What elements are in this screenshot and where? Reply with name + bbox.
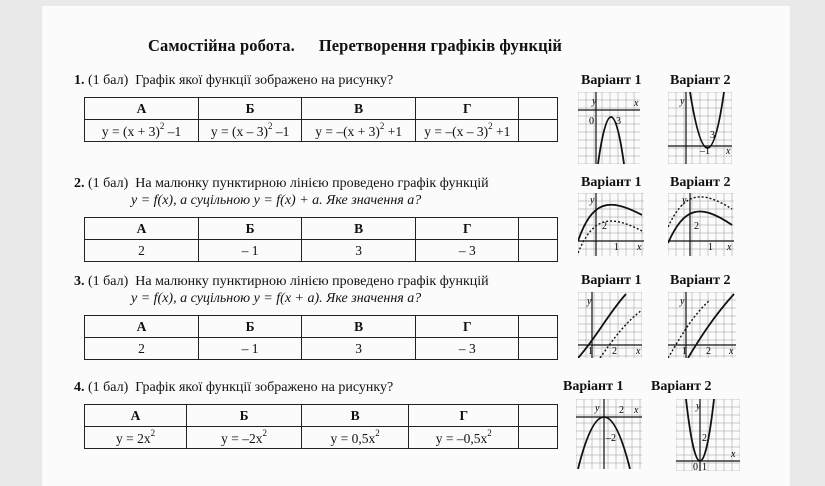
y-label: y [696,401,701,412]
x-label: x [729,346,734,357]
question-4 [74,380,393,396]
question-points: (1 бал) [88,274,129,289]
answer-cell[interactable]: $y = -0,5x^2$ [409,427,519,449]
tick-label: 2 [706,346,711,357]
tick-label: 3 [710,130,715,141]
variant-label: Варіант 2 [670,175,731,190]
variant-label: Варіант 1 [581,73,642,88]
empty-cell [519,240,558,262]
y-label: y [590,195,595,206]
empty-cell [519,98,558,120]
grid [578,92,640,164]
variant-label: Варіант 2 [651,379,712,394]
parabola-curve [690,92,724,148]
empty-cell [519,405,558,427]
origin-label: 0 [589,116,594,127]
header-cell: Г [409,405,519,427]
question-points: (1 бал) [88,176,129,191]
y-label: y [680,96,685,107]
grid [668,292,736,358]
header-cell: Б [199,316,302,338]
question-3 [74,274,489,290]
answer-cell[interactable]: 3 [302,240,416,262]
variant-label: Варіант 1 [581,273,642,288]
tick-label: 1 [708,242,713,253]
header-cell: Б [187,405,302,427]
tick-label: 2 [612,346,617,357]
x-label: x [731,449,736,460]
x-label: x [636,346,641,357]
tick-label: 1 [614,242,619,253]
dashed-curve [668,300,710,358]
question-text-line-2: y = f(x), а суцільною y = f(x + a). Яке значення a? [131,291,422,306]
x-label: x [634,405,639,416]
answer-table-3 [84,315,558,360]
question-1 [74,73,393,89]
empty-cell [519,338,558,360]
tick-label: 2 [619,405,624,416]
question-number: 1. [74,73,85,88]
header-cell: В [302,98,416,120]
graph-q4-variant-1 [576,399,642,469]
header-cell: А [85,98,199,120]
answer-cell[interactable]: 2 [85,338,199,360]
empty-cell [519,120,558,142]
header-cell: В [302,405,409,427]
answer-cell[interactable]: 2 [85,240,199,262]
question-text: Графік якої функції зображено на рисунку? [135,380,394,395]
header-cell: Г [416,218,519,240]
tick-label: 2 [702,433,707,444]
answer-cell[interactable]: $y = 0,5x^2$ [302,427,409,449]
question-number: 2. [74,176,85,191]
graph-q2-variant-2 [668,193,734,256]
solid-curve [688,294,734,358]
title-part-1: Самостійна робота. [148,36,295,55]
answer-cell[interactable]: 3 [302,338,416,360]
question-points: (1 бал) [88,73,129,88]
tick-label: 1 [702,462,707,471]
y-label: y [587,296,592,307]
question-text: Графік якої функції зображено на рисунку? [135,73,394,88]
header-cell: А [85,405,187,427]
tick-label: 2 [694,221,699,232]
variant-label: Варіант 2 [670,73,731,88]
question-text-line-1: На малюнку пунктирною лінією проведено графік функцій [135,176,489,191]
header-cell: А [85,218,199,240]
question-text-line-1: На малюнку пунктирною лінією проведено графік функцій [135,274,489,289]
empty-cell [519,218,558,240]
header-cell: А [85,316,199,338]
graph-q2-variant-1 [578,193,644,256]
header-cell: Б [199,218,302,240]
header-cell: В [302,218,416,240]
answer-cell[interactable]: y = (x – 3)$^2$ –1 [199,120,302,142]
grid [578,193,644,256]
tick-label: –2 [606,433,616,444]
tick-label: 1 [588,346,593,357]
y-label: y [592,96,597,107]
x-label: x [726,146,731,157]
answer-table-1 [84,97,558,142]
question-2 [74,176,489,192]
x-label: x [637,242,642,253]
graph-q1-variant-2 [668,92,732,164]
y-label: y [595,403,600,414]
page-title [148,36,562,56]
x-label: x [727,242,732,253]
answer-cell[interactable]: y = –(x – 3)$^2$ +1 [416,120,519,142]
tick-label: 3 [616,116,621,127]
answer-cell[interactable]: – 1 [199,240,302,262]
question-points: (1 бал) [88,380,129,395]
variant-label: Варіант 2 [670,273,731,288]
answer-cell[interactable]: – 3 [416,338,519,360]
question-text-line-2: y = f(x), а суцільною y = f(x) + a. Яке значення a? [131,193,422,208]
question-number: 3. [74,274,85,289]
answer-cell[interactable]: – 1 [199,338,302,360]
answer-table-2 [84,217,558,262]
graph-q3-variant-1 [578,292,642,358]
answer-cell[interactable]: $y = -(x + 3)^2 +1$ [302,120,416,142]
tick-label: 2 [602,221,607,232]
tick-label: –1 [700,146,710,157]
x-label: x [634,98,639,109]
header-cell: Б [199,98,302,120]
empty-cell [519,316,558,338]
graph-q4-variant-2 [676,399,740,471]
answer-cell[interactable]: $y = 2x^2$ [85,427,187,449]
variant-label: Варіант 1 [581,175,642,190]
title-part-2: Перетворення графіків функцій [318,36,563,55]
graph-q3-variant-2 [668,292,736,358]
tick-label: 1 [682,346,687,357]
graph-q1-variant-1 [578,92,640,164]
y-label: y [680,296,685,307]
answer-table-4 [84,404,558,449]
y-label: y [682,195,687,206]
answer-cell[interactable]: – 3 [416,240,519,262]
header-cell: Г [416,98,519,120]
grid [676,399,740,471]
header-cell: Г [416,316,519,338]
answer-cell[interactable]: $y = (x + 3)^2$ –1 [85,120,199,142]
tick-label: 0 [693,462,698,471]
answer-cell[interactable]: $y = -2x^2$ [187,427,302,449]
header-cell: В [302,316,416,338]
question-number: 4. [74,380,85,395]
empty-cell [519,427,558,449]
variant-label: Варіант 1 [563,379,624,394]
